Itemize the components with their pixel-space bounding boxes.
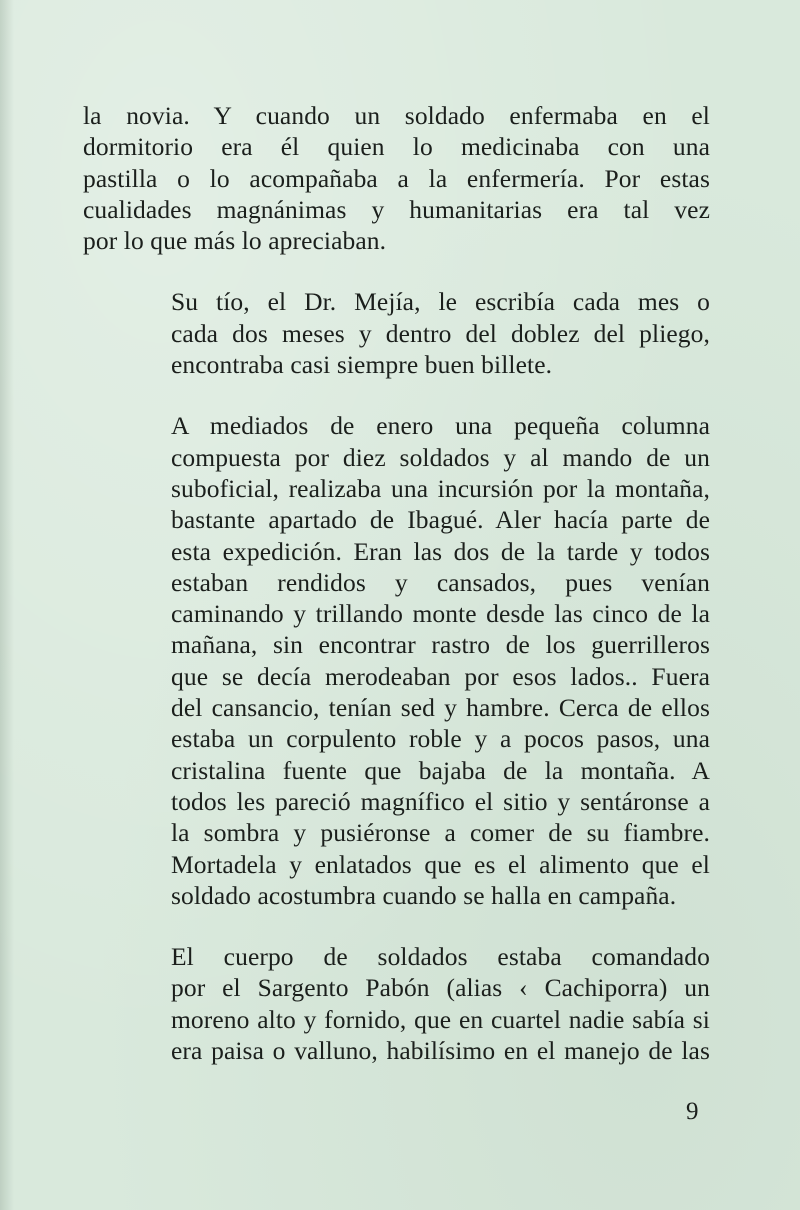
- text-line: por el Sargento Pabón (alias ‹ Cachiporra) un: [171, 973, 710, 1003]
- text-line: Su tío, el Dr. Mejía, le escribía cada mes o: [171, 287, 710, 317]
- text-line: era paisa o valluno, habilísimo en el manejo de las: [171, 1036, 710, 1066]
- text-line: estaba un corpulento roble y a pocos pasos, una: [171, 724, 710, 754]
- paragraph-4: [83, 941, 710, 1066]
- text-line: El cuerpo de soldados estaba comandado: [171, 942, 710, 972]
- text-line: encontraba casi siempre buen billete.: [171, 350, 553, 380]
- paragraph-1: [83, 100, 710, 256]
- text-line: bastante apartado de Ibagué. Aler hacía parte de: [171, 505, 710, 535]
- text-line: todos les pareció magnífico el sitio y sentáronse a: [171, 786, 710, 816]
- text-line: la novia. Y cuando un soldado enfermaba en el: [83, 101, 710, 130]
- text-line: cristalina fuente que bajaba de la montaña. A: [171, 755, 710, 785]
- text-line: que se decía merodeaban por esos lados.. Fuera: [171, 661, 710, 691]
- paragraph-2: [83, 286, 710, 380]
- text-line: compuesta por diez soldados y al mando de un: [171, 442, 710, 472]
- text-line: Mortadela y enlatados que es el alimento que el: [171, 849, 710, 879]
- text-line: A mediados de enero una pequeña columna: [171, 411, 710, 441]
- text-line: esta expedición. Eran las dos de la tarde y todos: [171, 536, 710, 566]
- text-line: cualidades magnánimas y humanitarias era tal vez: [83, 194, 710, 224]
- text-line: mañana, sin encontrar rastro de los guerrilleros: [171, 630, 710, 660]
- text-line: pastilla o lo acompañaba a la enfermería. Por estas: [83, 163, 710, 193]
- text-line: moreno alto y fornido, que en cuartel nadie sabía si: [171, 1004, 710, 1034]
- body-text: [83, 100, 710, 1096]
- text-line: caminando y trillando monte desde las cinco de la: [171, 599, 710, 629]
- text-line: del cansancio, tenían sed y hambre. Cerca de ellos: [171, 693, 710, 723]
- paragraph-3: [83, 410, 710, 911]
- text-line: suboficial, realizaba una incursión por la montaña,: [171, 473, 710, 503]
- page-number: 9: [686, 1098, 699, 1125]
- text-line: estaban rendidos y cansados, pues venían: [171, 567, 710, 597]
- text-line: la sombra y pusiéronse a comer de su fiambre.: [171, 818, 710, 848]
- page-edge-shadow: [0, 0, 14, 1210]
- text-line: soldado acostumbra cuando se halla en campaña.: [171, 880, 677, 910]
- text-line: cada dos meses y dentro del doblez del pliego,: [171, 318, 710, 348]
- text-line: por lo que más lo apreciaban.: [83, 226, 387, 256]
- text-line: dormitorio era él quien lo medicinaba con una: [83, 132, 710, 162]
